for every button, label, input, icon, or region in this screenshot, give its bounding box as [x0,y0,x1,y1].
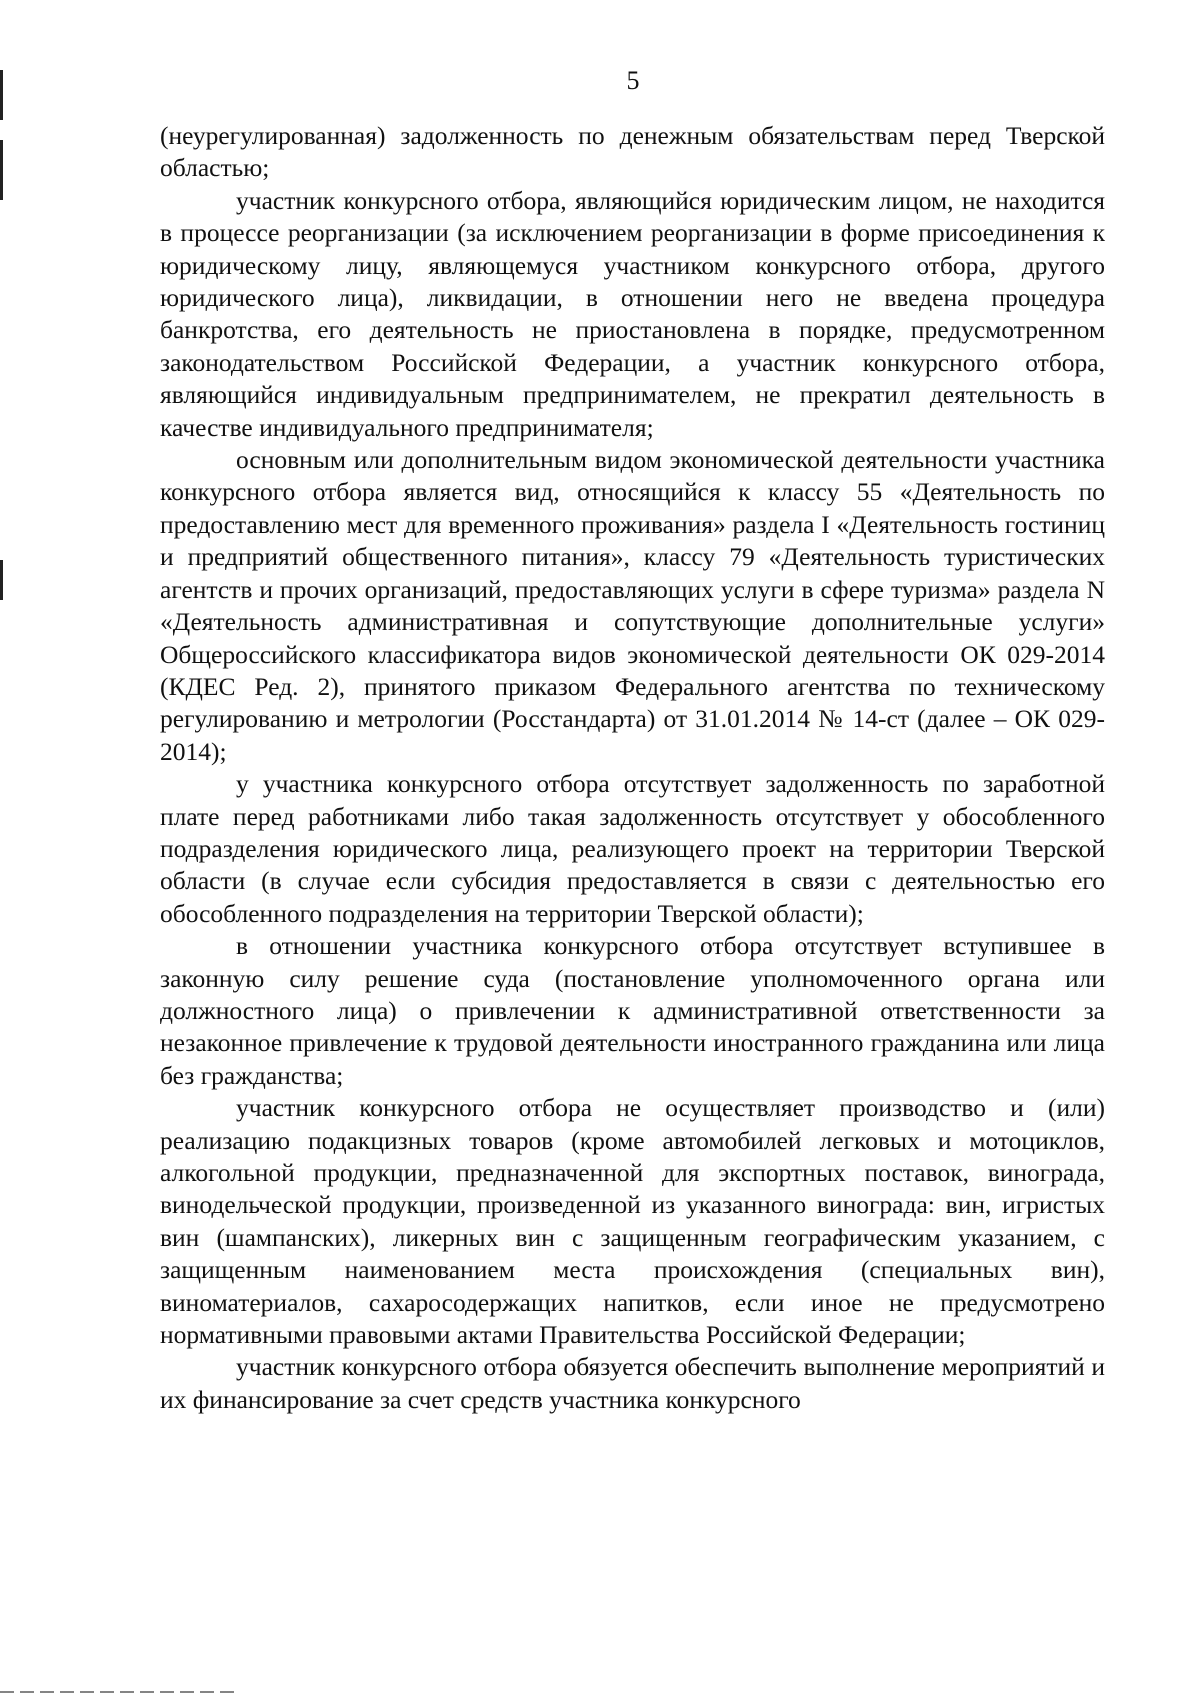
scan-edge-mark [0,560,3,600]
paragraph: участник конкурсного отбора обязуется обеспечить выполнение мероприятий и их финансирование за счет средств участника конкурсного [160,1352,1105,1414]
scan-edge-mark [0,140,3,200]
paragraph: в отношении участника конкурсного отбора отсутствует вступившее в законную силу решение суда (постановление уполномоченного органа или должностного лица) о привлечении к административной ответственности за незаконное привлечение к трудовой деятельности иностранного гражданина или лица без гражданства; [160,931,1105,1090]
scan-bottom-mark [0,1691,240,1693]
body-text [160,120,1105,1416]
paragraph: участник конкурсного отбора, являющийся юридическим лицом, не находится в процессе реорганизации (за исключением реорганизации в форме присоединения к юридическому лицу, являющемуся участником конкурсного отбора, другого юридического лица), ликвидации, в отношении него не введена процедура банкротства, его деятельность не приостановлена в порядке, предусмотренном законодательством Российской Федерации, а участник конкурсного отбора, являющийся индивидуальным предпринимателем, не прекратил деятельность в качестве индивидуального предпринимателя; [160,185,1105,442]
paragraph: участник конкурсного отбора не осуществляет производство и (или) реализацию подакцизных товаров (кроме автомобилей легковых и мотоциклов, алкогольной продукции, предназначенной для экспортных поставок, винограда, винодельческой продукции, произведенной из указанного винограда: вин, игристых вин (шампанских), ликерных вин с защищенным географическим указанием, с защищенным наименованием места происхождения (специальных вин), виноматериалов, сахаросодержащих напитков, если иное не предусмотрено нормативными правовыми актами Правительства Российской Федерации; [160,1093,1105,1350]
page-number: 5 [626,66,640,95]
paragraph: основным или дополнительным видом экономической деятельности участника конкурсного отбора является вид, относящийся к классу 55 «Деятельность по предоставлению мест для временного проживания» раздела I «Деятельность гостиниц и предприятий общественного питания», классу 79 «Деятельность туристических агентств и прочих организаций, предоставляющих услуги в сфере туризма» раздела N «Деятельность административная и сопутствующие дополнительные услуги» Общероссийского классификатора видов экономической деятельности ОК 029-2014 (КДЕС Ред. 2), принятого приказом Федерального агентства по техническому регулированию и метрологии (Росстандарта) от 31.01.2014 № 14-ст (далее – ОК 029-2014); [160,445,1105,766]
paragraph: у участника конкурсного отбора отсутствует задолженность по заработной плате перед работниками либо такая задолженность отсутствует у обособленного подразделения юридического лица, реализующего проект на территории Тверской области (в случае если субсидия предоставляется в связи с деятельностью его обособленного подразделения на территории Тверской области); [160,769,1105,928]
paragraph: (неурегулированная) задолженность по денежным обязательствам перед Тверской областью; [160,121,1105,183]
